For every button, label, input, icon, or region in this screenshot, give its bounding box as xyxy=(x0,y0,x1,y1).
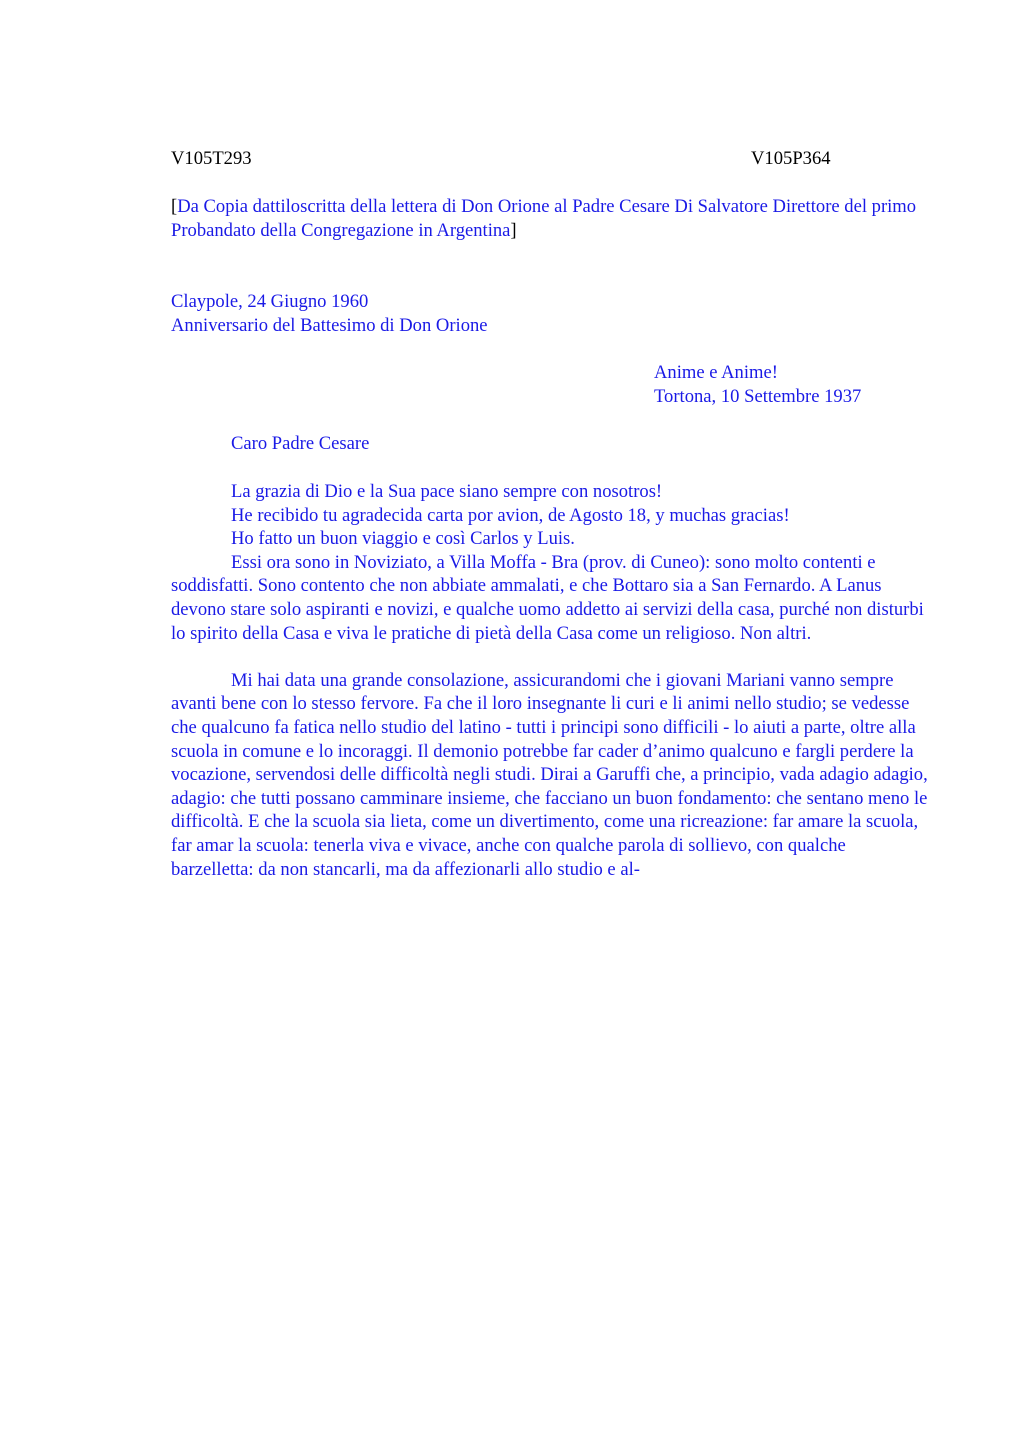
edition-anniversary-line: Anniversario del Battesimo di Don Orione xyxy=(171,314,488,336)
letter-motto: Anime e Anime! xyxy=(654,362,778,383)
letter-paragraph: Essi ora sono in Noviziato, a Villa Moffa - Bra (prov. di Cuneo): sono molto contenti e soddisfatti. Sono contento che non abbiate ammalati, e che Bottaro sia a San Fernardo. A Lanus devono stare solo aspiranti e novizi, e qualche uomo addetto ai servizi della casa, purché non disturbi lo spirito della Casa e viva le pratiche di pietà della Casa come un religioso. Non altri. xyxy=(171,551,924,644)
source-note-close-bracket: ] xyxy=(510,219,517,241)
document-reference-left: V105T293 xyxy=(171,148,252,169)
letter-salutation: Caro Padre Cesare xyxy=(231,433,370,454)
source-note-open-bracket: [ xyxy=(171,196,178,217)
edition-place-date-line: Claypole, 24 Giugno 1960 xyxy=(171,291,369,312)
source-note xyxy=(171,195,931,242)
document-reference-right: V105P364 xyxy=(751,148,831,169)
letter-body xyxy=(171,480,931,881)
letter-heading xyxy=(654,361,954,408)
letter-paragraph: He recibido tu agradecida carta por avion, de Agosto 18, y muchas gracias! xyxy=(231,504,790,526)
letter-paragraph: Mi hai data una grande consolazione, assicurandomi che i giovani Mariani vanno sempre avanti bene con lo stesso fervore. Fa che il loro insegnante li curi e li animi nello studio; se vedesse che qualcuno fa fatica nello studio del latino - tutti i principi sono difficili - lo aiuti a parte, oltre alla scuola in comune e lo incoraggi. Il demonio potrebbe far cader d’animo qualcuno e fargli perdere la vocazione, servendosi delle difficoltà negli studi. Dirai a Garuffi che, a principio, vada adagio adagio, adagio: che tutti possano camminare insieme, che facciano un buon fondamento: che sentano meno le difficoltà. E che la scuola sia lieta, come un divertimento, come una ricreazione: far amare la scuola, far amar la scuola: tenerla viva e vivace, anche con qualche parola di sollievo, con qualche barzelletta: da non stancarli, ma da affezionarli allo studio e al- xyxy=(171,669,928,880)
letter-paragraph: La grazia di Dio e la Sua pace siano sempre con nosotros! xyxy=(231,481,663,502)
letter-paragraph: Ho fatto un buon viaggio e così Carlos y Luis. xyxy=(231,528,575,550)
edition-place-date xyxy=(171,290,671,337)
source-note-text: Da Copia dattiloscritta della lettera di Don Orione al Padre Cesare Di Salvatore Direttore del primo Probandato della Congregazione in Argentina xyxy=(171,196,917,241)
letter-place-date: Tortona, 10 Settembre 1937 xyxy=(654,385,862,407)
